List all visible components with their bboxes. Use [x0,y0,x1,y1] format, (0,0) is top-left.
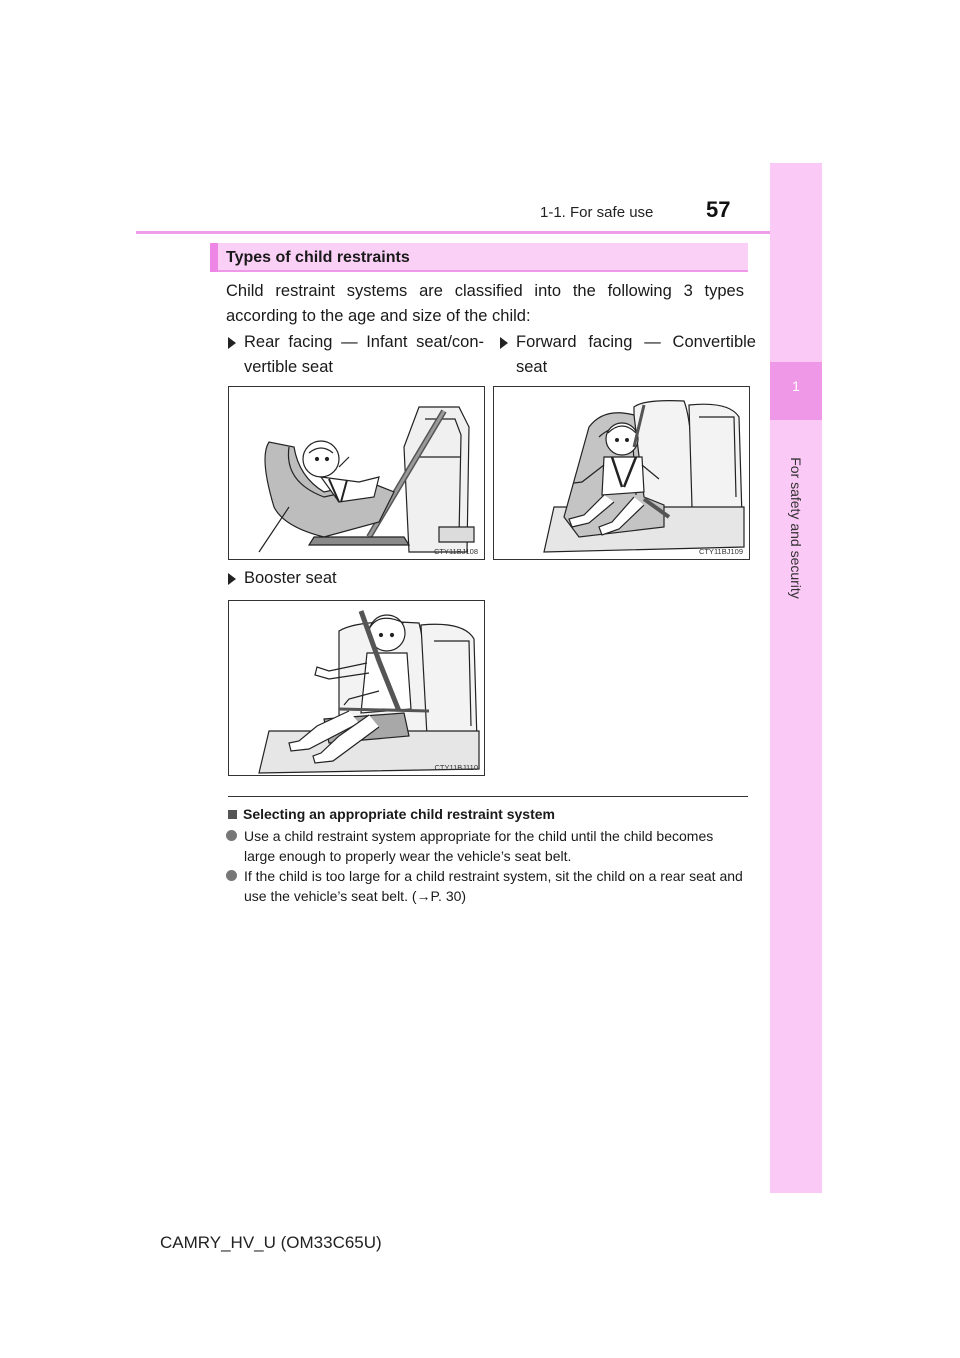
circle-bullet-icon [226,870,237,881]
item-label: Booster seat [244,569,337,587]
triangle-bullet-icon [228,573,236,585]
item-label: Rear facing — Infant seat/con-vertible seat [244,333,484,376]
list-item [500,330,756,382]
square-bullet-icon [228,810,237,819]
image-code: CTY11BJ110 [434,763,478,772]
intro-paragraph: Child restraint systems are classified into the following 3 types according to the age and size of the child: [226,282,744,325]
note-text: If the child is too large for a child restraint system, sit the child on a rear seat and use the vehicle’s seat belt. (→P. 30) [244,868,743,904]
footer-model-code: CAMRY_HV_U (OM33C65U) [160,1233,382,1252]
notes-divider [228,796,748,797]
notes-title: Selecting an appropriate child restraint system [228,806,555,822]
triangle-bullet-icon [500,337,508,349]
image-code: CTY11BJ109 [698,547,743,556]
triangle-bullet-icon [228,337,236,349]
rear-facing-seat-illustration [228,386,485,560]
note-bullet [226,826,748,868]
chapter-number: 1 [792,378,800,394]
forward-facing-seat-illustration [493,386,750,560]
image-code: CTY11BJ108 [433,547,478,556]
note-bullet [226,866,748,908]
note-text: Use a child restraint system appropriate for the child until the child becomes large enough to properly wear the vehicle’s seat belt. [244,828,714,864]
section-heading-accent [210,243,218,272]
section-heading: Types of child restraints [226,249,410,266]
item-label: Forward facing — Convertible seat [516,333,756,376]
page-number: 57 [706,197,731,222]
booster-seat-illustration [228,600,485,776]
circle-bullet-icon [226,830,237,841]
list-item [228,566,484,592]
list-item [228,330,484,382]
section-reference: 1-1. For safe use [540,204,654,221]
side-tab-strip [770,163,822,1193]
chapter-title: For safety and security [788,457,804,599]
header-rule [136,231,822,234]
